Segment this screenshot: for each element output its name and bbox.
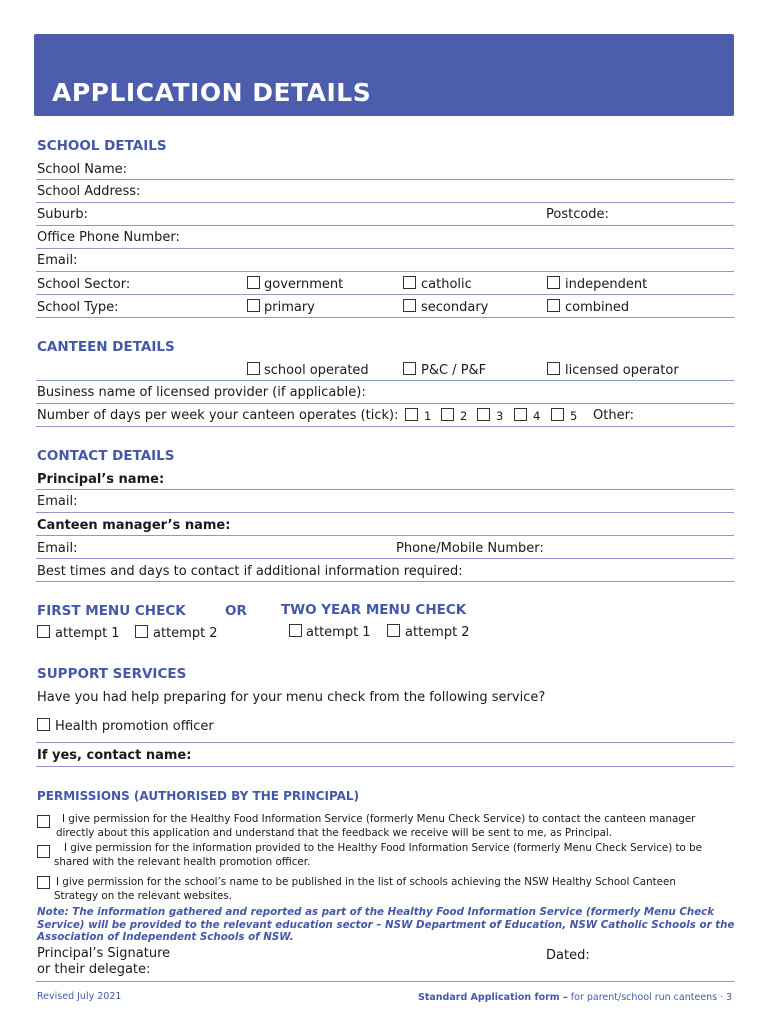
principal-name-label: Principal’s name: [37, 472, 165, 487]
permission-1-text: I give permission for the Healthy Food Information Service (formerly Menu Check Service) to contact the canteen manager directly about this application and understand that the feedback we receive will be sent to me, as Principal. [56, 813, 696, 839]
school-address-label: School Address: [37, 184, 141, 199]
footer-form-name: Standard Application form – [418, 992, 568, 1003]
revised-date: Revised July 2021 [37, 991, 122, 1002]
school-name-field[interactable] [36, 179, 734, 180]
contact-details-heading: CONTACT DETAILS [37, 448, 175, 464]
support-contact-label: If yes, contact name: [37, 748, 192, 763]
day-1-checkbox[interactable] [405, 408, 418, 421]
support-question: Have you had help preparing for your menu check from the following service? [37, 690, 546, 705]
canteen-details-heading: CANTEEN DETAILS [37, 339, 175, 355]
sector-government-label: government [264, 277, 344, 292]
day-2-checkbox[interactable] [441, 408, 454, 421]
manager-email-label: Email: [37, 541, 78, 556]
sector-catholic-label: catholic [421, 277, 472, 292]
divider [36, 426, 734, 427]
principal-signature-label: Principal’s Signature [37, 946, 171, 961]
day-1-label: 1 [424, 409, 432, 423]
type-secondary-checkbox[interactable] [403, 299, 416, 312]
permissions-heading: PERMISSIONS (AUTHORISED BY THE PRINCIPAL) [37, 789, 360, 803]
office-phone-field[interactable] [36, 248, 734, 249]
permission-3-text: I give permission for the school’s name to be published in the list of schools achieving the NSW Healthy School Canteen Strategy on the relevant websites. [54, 876, 676, 902]
first-attempt-2-label: attempt 2 [153, 626, 218, 641]
sector-independent-label: independent [565, 277, 648, 292]
signature-delegate-label: or their delegate: [37, 962, 151, 977]
day-2-label: 2 [460, 409, 468, 423]
school-type-label: School Type: [37, 300, 119, 315]
permissions-note: Note: The information gathered and reported as part of the Healthy Food Information Service (formerly Menu Check Service) will be provided to the relevant education sector – NSW Department of Education, NSW Catholic Schools or the Association of Independent Schools of NSW. [37, 906, 735, 943]
health-promotion-officer-checkbox[interactable] [37, 718, 50, 731]
footer-form-subtitle: for parent/school run canteens · 3 [570, 992, 733, 1003]
canteen-licensed-operator-checkbox[interactable] [547, 362, 560, 375]
permission-2-checkbox[interactable] [37, 845, 50, 858]
divider [36, 294, 734, 295]
type-combined-checkbox[interactable] [547, 299, 560, 312]
manager-email-phone-field[interactable] [36, 558, 734, 559]
health-promotion-officer-label: Health promotion officer [55, 719, 214, 734]
phone-mobile-label: Phone/Mobile Number: [396, 541, 544, 556]
permission-1-checkbox[interactable] [37, 815, 50, 828]
canteen-pc-pf-label: P&C / P&F [421, 363, 487, 378]
permission-2-text: I give permission for the information provided to the Healthy Food Information Service (formerly Menu Check Service) to be shared with the relevant health promotion officer. [54, 842, 702, 868]
school-email-label: Email: [37, 253, 78, 268]
suburb-label: Suburb: [37, 207, 88, 222]
two-year-attempt-2-checkbox[interactable] [387, 624, 400, 637]
support-contact-field[interactable] [36, 766, 734, 767]
sector-government-checkbox[interactable] [247, 276, 260, 289]
canteen-school-operated-label: school operated [264, 363, 369, 378]
canteen-school-operated-checkbox[interactable] [247, 362, 260, 375]
days-per-week-label: Number of days per week your canteen operates (tick): [37, 408, 399, 423]
support-services-heading: SUPPORT SERVICES [37, 666, 187, 682]
office-phone-label: Office Phone Number: [37, 230, 180, 245]
or-label: OR [225, 603, 247, 619]
first-attempt-2-checkbox[interactable] [135, 625, 148, 638]
business-name-label: Business name of licensed provider (if applicable): [37, 385, 366, 400]
school-name-label: School Name: [37, 162, 128, 177]
business-name-field[interactable] [36, 403, 734, 404]
type-primary-label: primary [264, 300, 315, 315]
canteen-manager-name-field[interactable] [36, 535, 734, 536]
day-3-checkbox[interactable] [477, 408, 490, 421]
day-5-checkbox[interactable] [551, 408, 564, 421]
type-combined-label: combined [565, 300, 630, 315]
best-times-label: Best times and days to contact if additional information required: [37, 564, 463, 579]
permission-3-checkbox[interactable] [37, 876, 50, 889]
school-email-field[interactable] [36, 271, 734, 272]
other-days-label: Other: [593, 408, 635, 423]
school-details-heading: SCHOOL DETAILS [37, 138, 167, 154]
canteen-manager-name-label: Canteen manager’s name: [37, 518, 231, 533]
page-title: APPLICATION DETAILS [52, 78, 372, 107]
divider [36, 317, 734, 318]
day-4-label: 4 [533, 409, 541, 423]
dated-label: Dated: [546, 948, 590, 963]
two-year-attempt-1-label: attempt 1 [306, 625, 371, 640]
school-sector-label: School Sector: [37, 277, 131, 292]
best-times-field[interactable] [36, 581, 734, 582]
day-4-checkbox[interactable] [514, 408, 527, 421]
sector-independent-checkbox[interactable] [547, 276, 560, 289]
first-attempt-1-label: attempt 1 [55, 626, 120, 641]
first-attempt-1-checkbox[interactable] [37, 625, 50, 638]
canteen-pc-pf-checkbox[interactable] [403, 362, 416, 375]
canteen-licensed-operator-label: licensed operator [565, 363, 679, 378]
type-secondary-label: secondary [421, 300, 489, 315]
two-year-menu-check-heading: TWO YEAR MENU CHECK [281, 602, 467, 618]
principal-name-field[interactable] [36, 489, 734, 490]
principal-email-label: Email: [37, 494, 78, 509]
day-3-label: 3 [496, 409, 504, 423]
signature-field[interactable] [36, 981, 734, 982]
two-year-attempt-1-checkbox[interactable] [289, 624, 302, 637]
sector-catholic-checkbox[interactable] [403, 276, 416, 289]
day-5-label: 5 [570, 409, 578, 423]
divider [36, 742, 734, 743]
two-year-attempt-2-label: attempt 2 [405, 625, 470, 640]
school-address-field[interactable] [36, 202, 734, 203]
suburb-postcode-field[interactable] [36, 225, 734, 226]
divider [36, 380, 734, 381]
first-menu-check-heading: FIRST MENU CHECK [37, 603, 186, 619]
principal-email-field[interactable] [36, 512, 734, 513]
postcode-label: Postcode: [546, 207, 609, 222]
footer-form-title [418, 992, 732, 1003]
type-primary-checkbox[interactable] [247, 299, 260, 312]
